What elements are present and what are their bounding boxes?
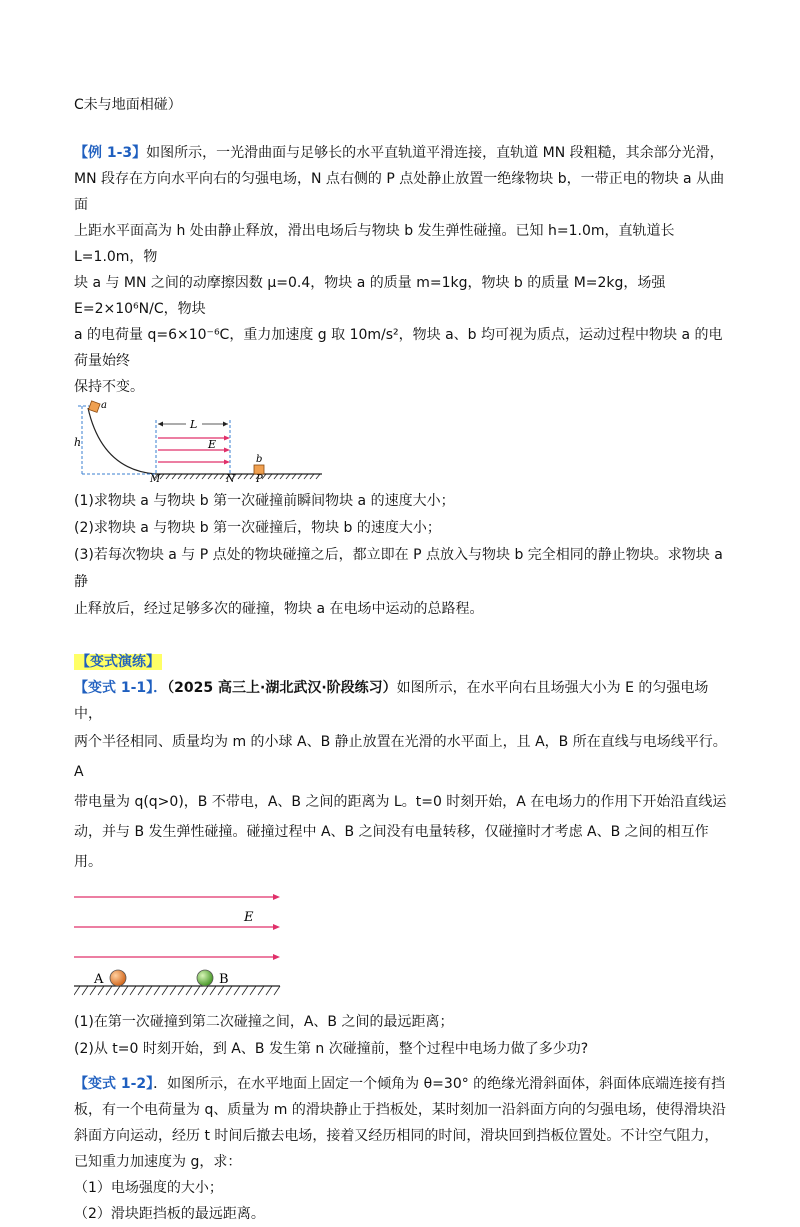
balls-figure bbox=[74, 883, 294, 1001]
continuation-line: C未与地面相碰） bbox=[74, 97, 182, 113]
curved-slope bbox=[88, 408, 156, 474]
label-P: P bbox=[256, 474, 263, 482]
label-h: h bbox=[74, 436, 82, 449]
document-page bbox=[74, 92, 729, 1227]
variant-1-1 bbox=[74, 675, 729, 1063]
example-1-3 bbox=[74, 140, 729, 623]
block-a bbox=[89, 401, 101, 413]
example-line-3: 上距水平面高为 h 处由静止释放，滑出电场后与物块 b 发生弹性碰撞。已知 h=1.0m，直轨道长 L=1.0m，物 bbox=[74, 223, 675, 265]
field-lines bbox=[158, 438, 228, 462]
practice-header: 【变式演练】 bbox=[76, 654, 160, 670]
example-question-1: (1)求物块 a 与物块 b 第一次碰撞前瞬间物块 a 的速度大小； bbox=[74, 493, 455, 509]
variant-1-2-line-2: 板，有一个电荷量为 q、质量为 m 的滑块静止于挡板处，某时刻加一沿斜面方向的匀强电场，使得滑块沿 bbox=[74, 1102, 726, 1118]
variant-1-1-line-3: 带电量为 q(q>0)，B 不带电，A、B 之间的距离为 L。t=0 时刻开始，A 在电场力的作用下开始沿直线运 bbox=[74, 794, 727, 810]
label-ball-B: B bbox=[219, 972, 229, 987]
example-line-1: 【例 1-3】如图所示，一光滑曲面与足够长的水平直轨道平滑连接，直轨道 MN 段粗糙，其余部分光滑， bbox=[74, 145, 724, 161]
example-question-3-cont: 止释放后，经过足够多次的碰撞，物块 a 在电场中运动的总路程。 bbox=[74, 601, 484, 617]
variant-1-2-question-2: （2）滑块距挡板的最远距离。 bbox=[74, 1206, 265, 1222]
track-figure bbox=[74, 400, 334, 482]
example-tag: 【例 1-3】 bbox=[74, 145, 147, 161]
variant-1-1-question-1: (1)在第一次碰撞到第二次碰撞之间，A、B 之间的最远距离； bbox=[74, 1014, 454, 1030]
ball-B bbox=[197, 970, 213, 986]
label-L: L bbox=[190, 418, 198, 431]
variant-1-2-question-1: （1）电场强度的大小； bbox=[74, 1180, 223, 1196]
example-question-3: (3)若每次物块 a 与 P 点处的物块碰撞之后，都立即在 P 点放入与物块 b 完全相同的静止物块。求物块 a 静 bbox=[74, 547, 723, 590]
variant-1-2-line-3: 斜面方向运动，经历 t 时间后撤去电场，接着又经历相同的时间，滑块回到挡板位置处。不计空气阻力， bbox=[74, 1128, 719, 1144]
surface-hatch bbox=[74, 986, 280, 995]
variant-1-2-line-1: 【变式 1-2】．如图所示，在水平地面上固定一个倾角为 θ=30° 的绝缘光滑斜面体，斜面体底端连接有挡 bbox=[74, 1076, 726, 1092]
variant-1-2-line-4: 已知重力加速度为 g，求： bbox=[74, 1154, 242, 1170]
ground-hatch bbox=[154, 474, 320, 479]
label-ball-A: A bbox=[94, 972, 104, 987]
label-N: N bbox=[226, 474, 235, 482]
example-line-2: MN 段存在方向水平向右的匀强电场，N 点右侧的 P 点处静止放置一绝缘物块 b，一带正电的物块 a 从曲面 bbox=[74, 171, 725, 213]
ball-A bbox=[110, 970, 126, 986]
example-line-5: a 的电荷量 q=6×10⁻⁶C，重力加速度 g 取 10m/s²，物块 a、b 均可视为质点，运动过程中物块 a 的电荷量始终 bbox=[74, 327, 723, 369]
label-E: E bbox=[208, 438, 217, 451]
label-M: M bbox=[150, 474, 161, 482]
variant-1-1-line-2: 两个半径相同、质量均为 m 的小球 A、B 静止放置在光滑的水平面上，且 A，B 所在直线与电场线平行。A bbox=[74, 734, 727, 780]
variant-1-1-question-2: (2)从 t=0 时刻开始，到 A、B 发生第 n 次碰撞前，整个过程中电场力做了多少功? bbox=[74, 1041, 589, 1057]
example-line-6: 保持不变。 bbox=[74, 379, 144, 395]
example-line-4: 块 a 与 MN 之间的动摩擦因数 μ=0.4，物块 a 的质量 m=1kg，物块 b 的质量 M=2kg，场强 E=2×10⁶N/C，物块 bbox=[74, 275, 666, 317]
label-field-E: E bbox=[244, 910, 254, 925]
block-b bbox=[254, 465, 264, 474]
example-question-2: (2)求物块 a 与物块 b 第一次碰撞后，物块 b 的速度大小； bbox=[74, 520, 441, 536]
variant-1-1-line-4: 动，并与 B 发生弹性碰撞。碰撞过程中 A、B 之间没有电量转移，仅碰撞时才考虑 A、B 之间的相互作用。 bbox=[74, 824, 709, 870]
variant-1-2 bbox=[74, 1071, 729, 1227]
uniform-field-lines bbox=[74, 897, 276, 957]
label-b: b bbox=[256, 454, 263, 465]
variant-1-1-line-1: 【变式 1-1】．（2025 高三上·湖北武汉·阶段练习）如图所示，在水平向右且场强大小为 E 的匀强电场中， bbox=[74, 680, 709, 722]
label-a: a bbox=[101, 400, 107, 411]
